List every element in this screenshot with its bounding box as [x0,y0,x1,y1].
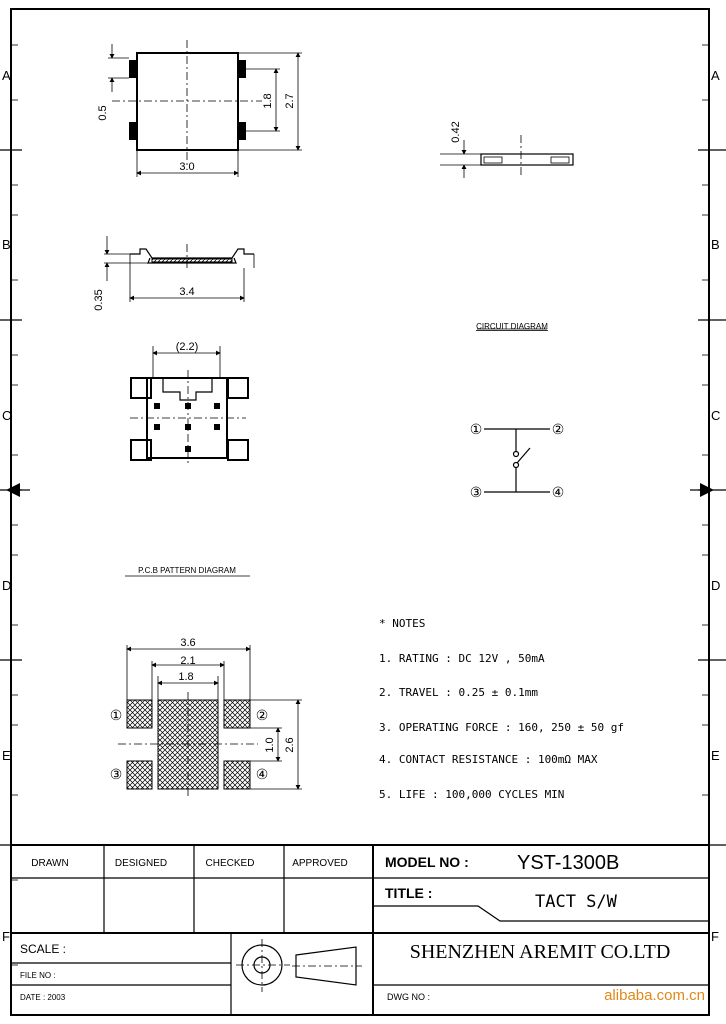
zone-label-right-c: C [711,408,721,423]
top-view-dim-height: 2.7 [284,93,296,109]
zone-label-right-f: F [711,929,719,944]
switch-contact-bottom-icon [514,463,519,468]
checked-label: CHECKED [205,858,255,869]
top-view-dim-pitch: 0.5 [97,105,109,121]
end-view [440,121,573,178]
model-value: YST-1300B [517,852,620,874]
note-5: 5. LIFE : 100,000 CYCLES MIN [379,788,565,801]
circuit-diagram-title: CIRCUIT DIAGRAM [476,322,548,331]
pcb-pin-4: ④ [255,766,269,782]
zone-label-right-a: A [711,68,720,83]
date-label: DATE : 2003 [20,993,66,1002]
pcb-pattern-diagram [110,566,302,797]
switch-lever-icon [517,448,530,463]
pcb-pad-1 [127,700,152,728]
file-no-label: FILE NO : [20,971,56,980]
drawn-label: DRAWN [31,858,69,869]
end-view-dim-thickness: 0.42 [450,121,462,143]
pcb-pin-2: ② [255,707,269,723]
side-view-dim-width: 3.4 [179,286,195,298]
circuit-pin-2: ② [551,421,565,437]
pcb-dim-inner-width: 2.1 [180,655,196,667]
top-view-dim-inner: 1.8 [262,93,274,109]
side-view [93,236,254,311]
bottom-view [130,341,248,466]
third-angle-projection-icon [236,939,362,992]
zone-label-right-d: D [711,578,721,593]
note-2: 2. TRAVEL : 0.25 ± 0.1mm [379,686,538,699]
model-label: MODEL NO : [385,854,469,870]
title-value: TACT S/W [535,892,617,912]
notes-heading: * NOTES [379,617,426,630]
pcb-pad-3 [127,761,152,789]
circuit-pin-3: ③ [469,484,483,500]
top-view-body [137,53,238,150]
notes-block [379,617,624,801]
title-label: TITLE : [385,885,433,901]
watermark: alibaba.com.cn [604,987,705,1004]
top-view-dim-width: 3.0 [179,161,195,173]
circuit-pin-1: ① [469,421,483,437]
scale-label: SCALE : [20,942,67,956]
pcb-pad-2 [224,700,250,728]
pcb-dim-pad-gap: 1.0 [264,737,276,753]
approved-label: APPROVED [292,858,348,869]
note-1: 1. RATING : DC 12V , 50mA [379,652,545,665]
circuit-diagram [470,322,565,500]
side-view-dim-height: 0.35 [93,289,105,311]
dwg-no-label: DWG NO : [387,992,430,1002]
switch-contact-top-icon [514,452,519,457]
pcb-dim-total-width: 3.6 [180,637,196,649]
circuit-pin-4: ④ [551,484,565,500]
right-center-arrow-icon [700,483,714,497]
zone-label-left-f: F [2,929,10,944]
pcb-pad-4 [224,761,250,789]
pcb-pin-1: ① [109,707,123,723]
top-view [97,40,302,177]
pcb-pattern-title: P.C.B PATTERN DIAGRAM [138,566,236,575]
zone-label-left-d: D [2,578,12,593]
zone-label-left-b: B [2,237,11,252]
zone-label-right-b: B [711,237,720,252]
company-name: SHENZHEN AREMIT CO.LTD [409,941,671,963]
designed-label: DESIGNED [114,858,168,869]
bottom-view-dim-inner-width: (2.2) [175,341,199,353]
zone-label-left-e: E [2,748,11,763]
pcb-dim-total-height: 2.6 [284,737,296,753]
note-4: 4. CONTACT RESISTANCE : 100mΩ MAX [379,753,598,766]
zone-label-right-e: E [711,748,720,763]
zone-label-left-a: A [2,68,11,83]
zone-label-left-c: C [2,408,12,423]
pcb-dim-center-width: 1.8 [178,671,194,683]
pcb-pin-3: ③ [109,766,123,782]
left-center-arrow-icon [6,483,20,497]
note-3: 3. OPERATING FORCE : 160, 250 ± 50 gf [379,721,625,734]
